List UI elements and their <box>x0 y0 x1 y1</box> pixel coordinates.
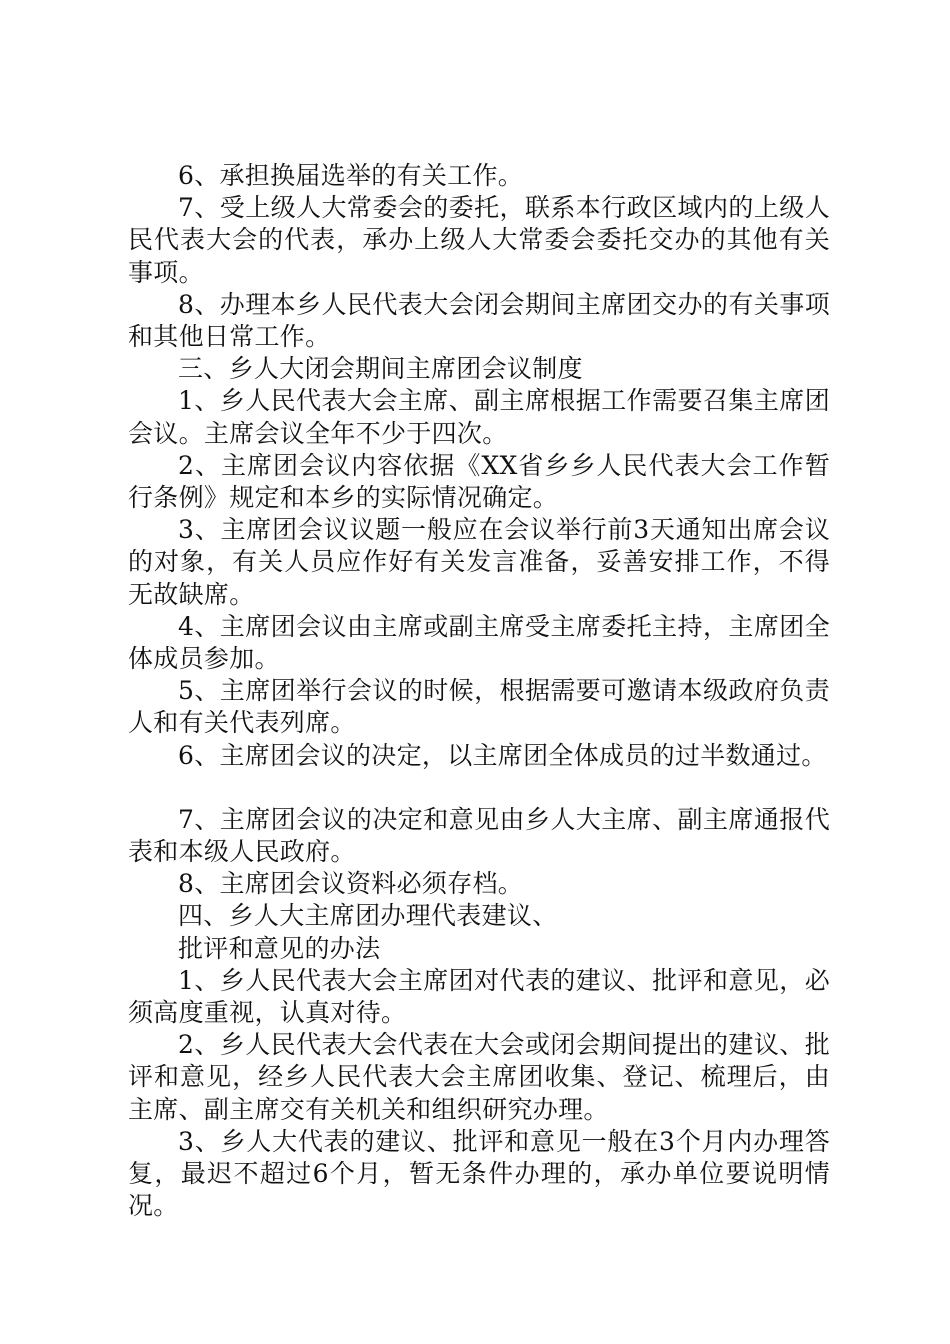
suggestion-rule-2: 2、乡人民代表大会代表在大会或闭会期间提出的建议、批评和意见，经乡人民代表大会主席团收集、登记、梳理后，由主席、副主席交有关机关和组织研究办理。 <box>128 1030 830 1124</box>
section-heading-4-cont: 批评和意见的办法 <box>178 933 381 963</box>
meeting-rule-5: 5、主席团举行会议的时候，根据需要可邀请本级政府负责人和有关代表列席。 <box>128 676 830 738</box>
section-heading-3: 三、乡人大闭会期间主席团会议制度 <box>178 354 583 384</box>
blank-line <box>128 772 830 804</box>
paragraph-item-6: 6、承担换届选举的有关工作。 <box>178 161 524 190</box>
meeting-rule-7: 7、主席团会议的决定和意见由乡人大主席、副主席通报代表和本级人民政府。 <box>128 804 830 867</box>
meeting-rule-6: 6、主席团会议的决定，以主席团全体成员的过半数通过。 <box>178 740 827 770</box>
document-body <box>128 160 830 1223</box>
meeting-rule-4: 4、主席团会议由主席或副主席受主席委托主持，主席团全体成员参加。 <box>128 611 830 674</box>
paragraph-item-7: 7、受上级人大常委会的委托，联系本行政区域内的上级人民代表大会的代表，承办上级人大常委会委托交办的其他有关事项。 <box>128 193 830 287</box>
meeting-rule-3: 3、主席团会议议题一般应在会议举行前3天通知出席会议的对象，有关人员应作好有关发言准备，妥善安排工作，不得无故缺席。 <box>128 515 830 609</box>
meeting-rule-2: 2、主席团会议内容依据《XX省乡乡人民代表大会工作暂行条例》规定和本乡的实际情况确定。 <box>128 450 830 513</box>
suggestion-rule-1: 1、乡人民代表大会主席团对代表的建议、批评和意见，必须高度重视，认真对待。 <box>128 965 830 1028</box>
meeting-rule-8: 8、主席团会议资料必须存档。 <box>178 869 524 899</box>
meeting-rule-1: 1、乡人民代表大会主席、副主席根据工作需要召集主席团会议。主席会议全年不少于四次。 <box>128 386 830 448</box>
paragraph-item-8: 8、办理本乡人民代表大会闭会期间主席团交办的有关事项和其他日常工作。 <box>128 289 830 352</box>
section-heading-4: 四、乡人大主席团办理代表建议、 <box>178 901 558 931</box>
suggestion-rule-3: 3、乡人大代表的建议、批评和意见一般在3个月内办理答复，最迟不超过6个月，暂无条件办理的，承办单位要说明情况。 <box>128 1126 830 1221</box>
